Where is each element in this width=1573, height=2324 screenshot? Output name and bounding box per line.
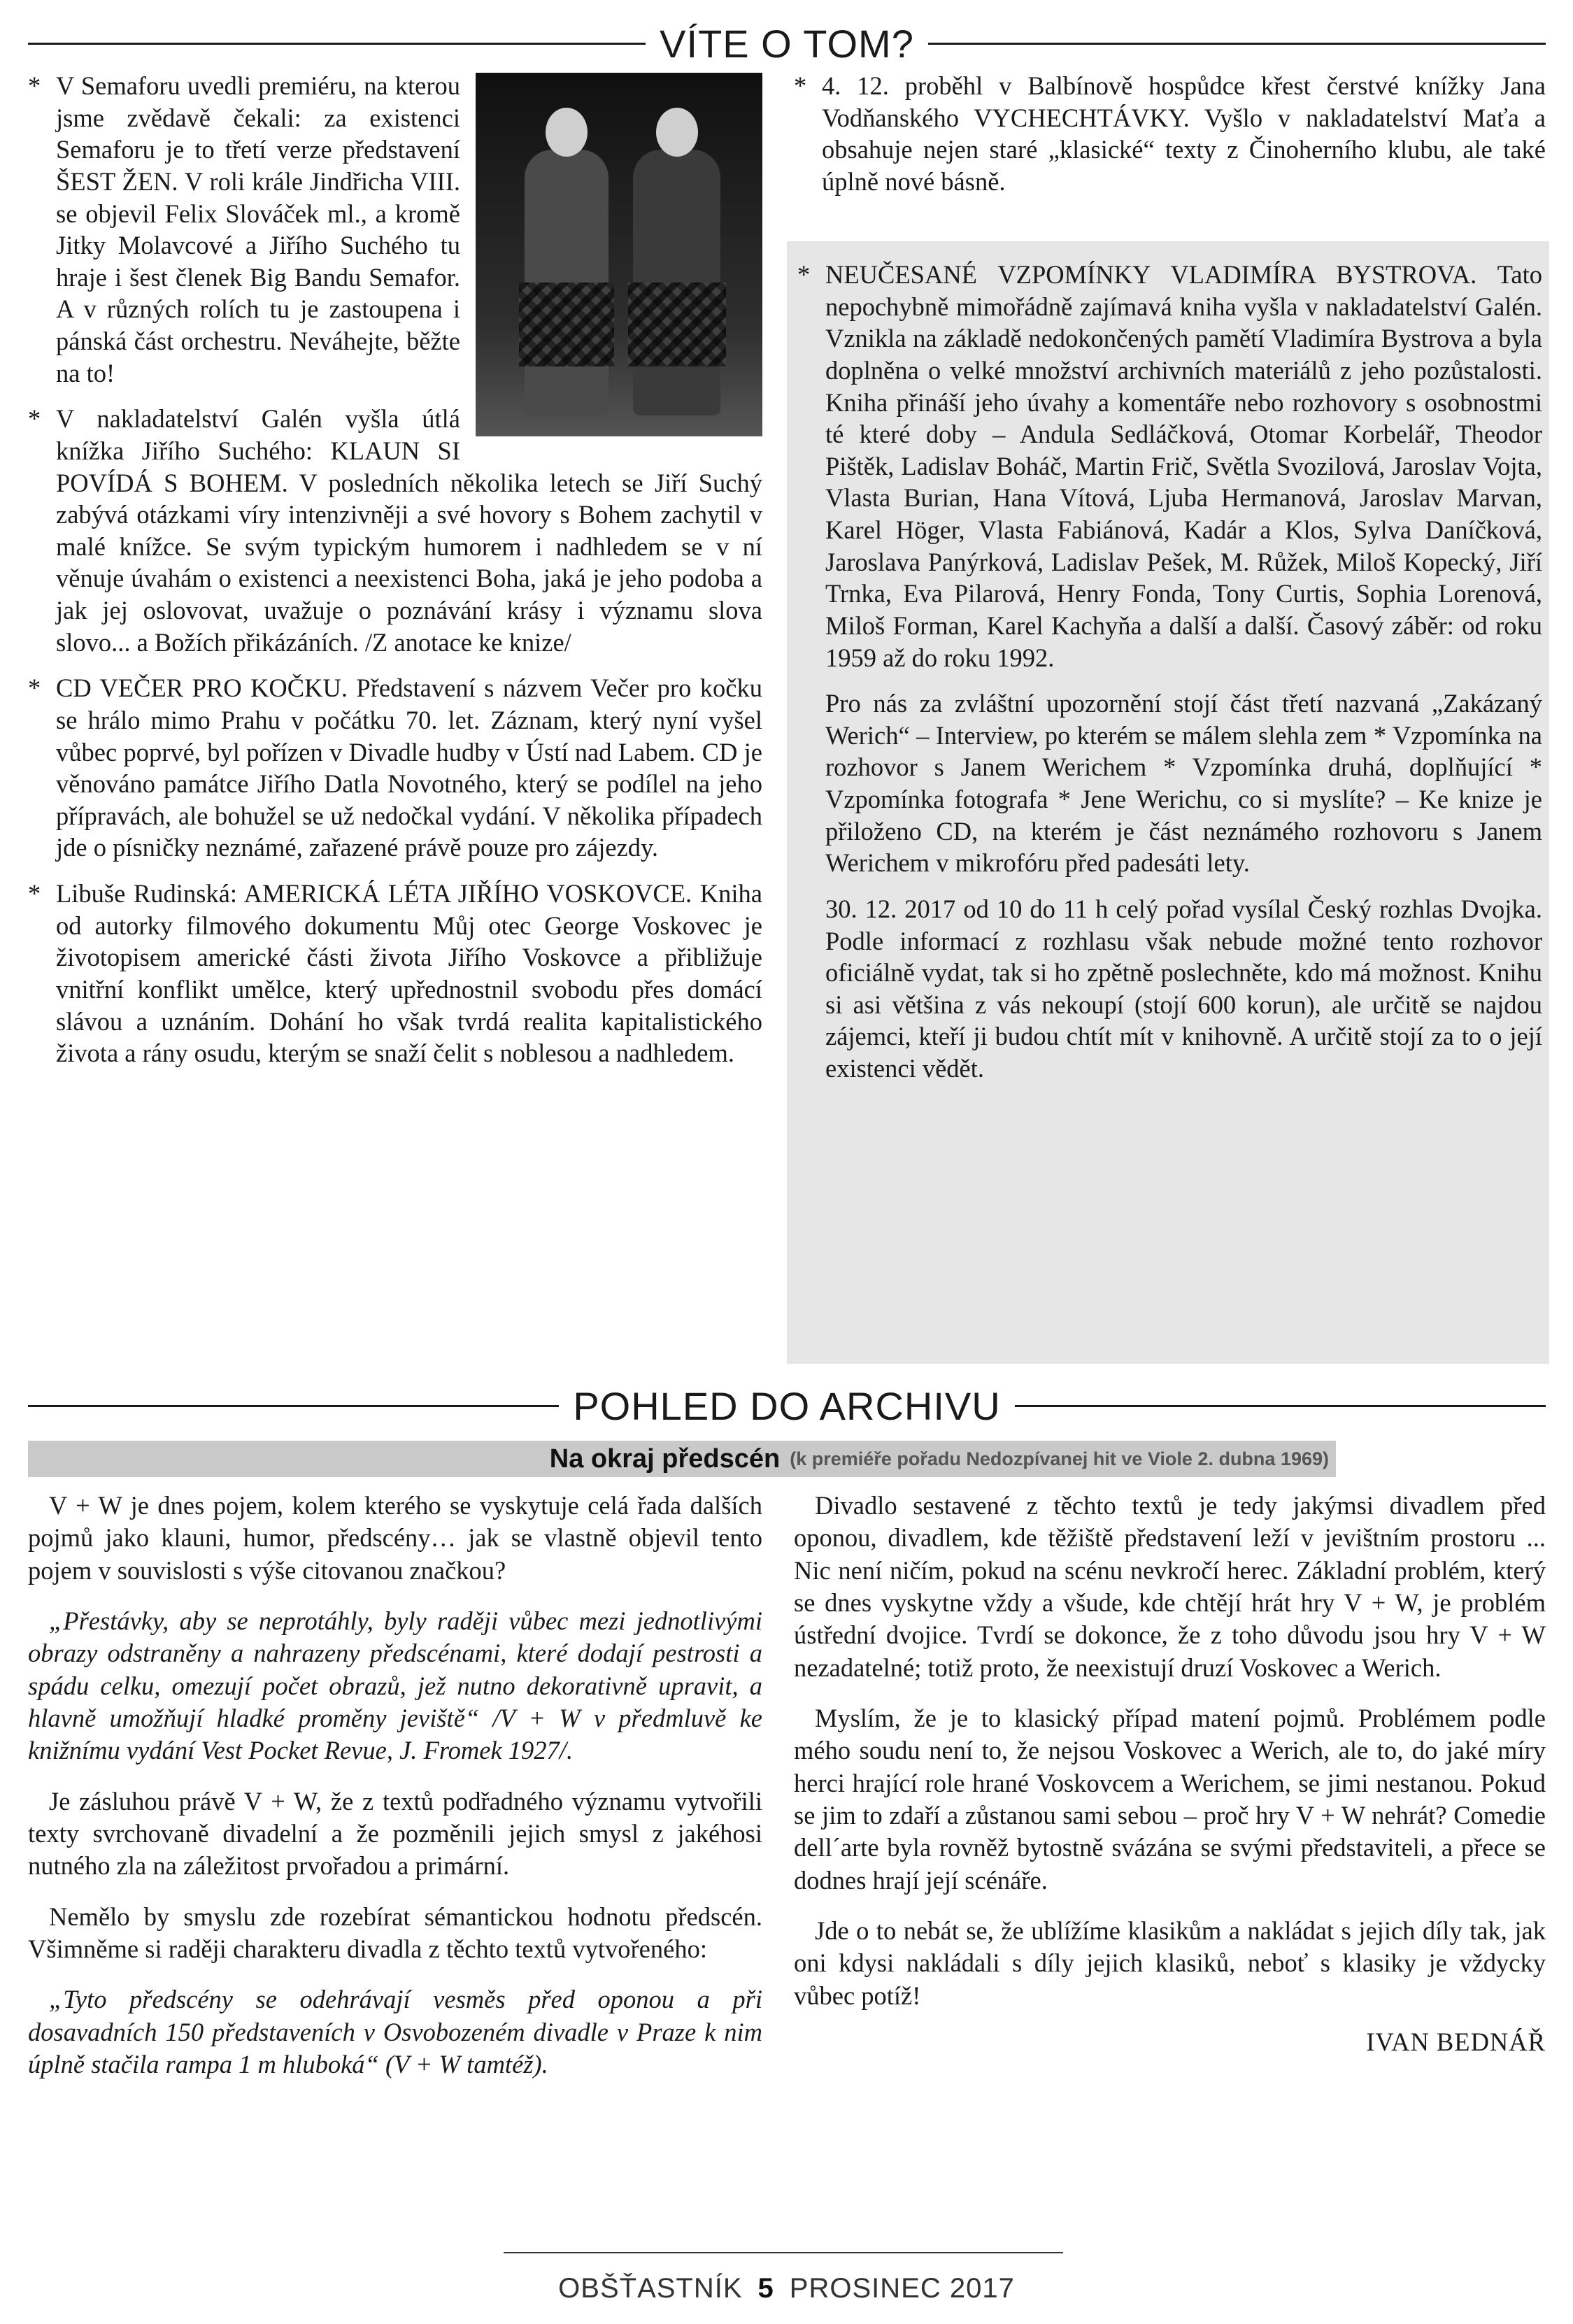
article-subtitle: (k premiéře pořadu Nedozpívanej hit ve Viole 2. dubna 1969) [790, 1448, 1329, 1469]
article-paragraph: Myslím, že je to klasický případ matení pojmů. Problémem podle mého soudu není to, že nejsou Voskovec a Werich, ale to, do jaké míry herci hrající role hrané Voskovcem a Werichem, se jimi nestanou. Pokud se jim to zdaří a zůstanou sami sebou – proč hry V + W nehrát? Comedie dell´arte byla rovněž bytostně svázána se svými představiteli, a přece se dodnes hrají její scénáře. [794, 1704, 1546, 1895]
news-item-text: V nakladatelství Galén vyšla útlá knížka Jiřího Suchého: KLAUN SI POVÍDÁ S BOHEM. V posledních několika letech se Jiří Suchý zabývá otázkami víry intenzivněji a své hovory s Bohem zachytil v malé knížce. Se svým typickým humorem i nadhledem se v ní věnuje úvahám o existenci a neexistenci Boha, jaká je jeho podoba a jak jej oslovovat, uvažuje o poznávání krásy i významu slova slovo... a Božích přikázáních. /Z anotace ke knize/ [56, 404, 762, 657]
news-item-text: NEUČESANÉ VZPOMÍNKY VLADIMÍRA BYSTROVA. Tato nepochybně mimořádně zajímavá kniha vyšla v nakladatelství Galén. Vznikla na základě nedokončených pamětí Vladimíra Bystrova a byla doplněna o velké množství archivních materiálů z jeho pozůstalosti. Kniha přináší jeho úvahy a komentáře nebo rozhovory s osobnostmi té které doby – Andula Sedláčková, Otomar Korbelář, Theodor Pištěk, Ladislav Boháč, Martin Frič, Světla Svozilová, Jaroslav Vojta, Vlasta Burian, Hana Vítová, Ljuba Hermanová, Jaroslav Marvan, Karel Höger, Vlasta Fabiánová, Kadár a Klos, Sylva Daníčková, Jaroslava Panýrková, Ladislav Pešek, M. Růžek, Miloš Kopecký, Jiří Trnka, Eva Pilarová, Henry Fonda, Tony Curtis, Sophia Lorenová, Miloš Forman, Karel Kachyňa a další a další. Časový záběr: od roku 1959 až do roku 1992. [825, 260, 1542, 672]
left-column [28, 70, 762, 1083]
news-item-text: CD VEČER PRO KOČKU. Představení s názvem Večer pro kočku se hrálo mimo Prahu v počátku 70. let. Záznam, který nyní vyšel vůbec poprvé, byl pořízen v Divadle hudby v Ústí nad Labem. CD je věnováno památce Jiřího Datla Novotného, který se podílel na jeho přípravách, ale bohužel se už nedočkal vydání. V několika případech jde o písničky neznámé, zařazené právě pouze pro zájezdy. [56, 673, 762, 862]
news-item-text: V Semaforu uvedli premiéru, na kterou jsme zvědavě čekali: za existenci Semaforu je to třetí verze představení ŠEST ŽEN. V roli krále Jindřicha VIII. se objevil Felix Slováček ml., a kromě Jitky Molavcové a Jiřího Suchého tu hraje i šest členek Big Bandu Semafor. A v různých rolích tu je zastoupena i pánská část orchestru. Neváhejte, běžte na to! [56, 71, 460, 387]
bullet-asterisk: * [28, 71, 41, 100]
page-number: 5 [757, 2273, 774, 2304]
issue-date: PROSINEC 2017 [789, 2273, 1015, 2304]
right-column-box [797, 259, 1542, 1085]
author-signature: IVAN BEDNÁŘ [1366, 2027, 1546, 2057]
section-title: POHLED DO ARCHIVU [573, 1384, 1001, 1428]
heading-rule-right [1015, 1405, 1546, 1407]
article-right-column [794, 1490, 1546, 2059]
article-left-column [28, 1490, 762, 2100]
bullet-asterisk: * [28, 879, 41, 908]
article-title: Na okraj předscén [549, 1443, 781, 1474]
footer-rule [504, 2252, 1063, 2253]
news-item-text: Libuše Rudinská: AMERICKÁ LÉTA JIŘÍHO VOSKOVCE. Kniha od autorky filmového dokumentu Můj otec George Voskovec je životopisem americké části života Jiřího Voskovce a přibližuje vnitřní konflikt umělce, který upřednostnil svobodu přes domácí slávou a uznáním. Dohání ho však tvrdá realita kapitalistického života a rány osudu, kterým se snaží čelit s noblesou a nadhledem. [56, 879, 762, 1068]
news-item [28, 672, 762, 864]
section-title: VÍTE O TOM? [660, 22, 914, 66]
news-item [28, 878, 762, 1069]
right-column-top [794, 70, 1546, 212]
article-banner [28, 1441, 1336, 1477]
news-item [28, 403, 762, 658]
news-item [794, 70, 1546, 198]
article-paragraph: Divadlo sestavené z těchto textů je tedy jakýmsi divadlem před oponou, divadlem, kde těžiště představení leží v jevištním prostoru ... Nic není ničím, pokud na scénu nevkročí herec. Základní problém, který se dnes vyskytne vždy a všude, kde chtějí hrát hry V + W, je problém ústřední dvojice. Tvrdí se dokonce, že z toho důvodu jsou hry V + W nezadatelné; totiž proto, že neexistují druzí Voskovec a Werich. [794, 1491, 1546, 1682]
magazine-name: OBŠŤASTNÍK [558, 2273, 743, 2304]
article-paragraph: Jde o to nebát se, že ublížíme klasikům a nakládat s jejich díly tak, jak oni kdysi nakládali s díly jejich klasiků, neboť s klasiky je vždycky vůbec potíž! [794, 1916, 1546, 2010]
article-paragraph: V + W je dnes pojem, kolem kterého se vyskytuje celá řada dalších pojmů jako klauni, humor, předscény… jak se vlastně objevil tento pojem v souvislosti s výše citovanou značkou? [28, 1491, 762, 1585]
article-quote: „Přestávky, aby se neprotáhly, byly raději vůbec mezi jednotlivými obrazy odstraněny a nahrazeny předscénami, které dodají pestrosti a spádu celku, omezují počet obrazů, jež nutno dekorativně upravit, a hlavně umožňují hladké proměny jeviště“ /V + W v předmluvě ke knižnímu vydání Vest Pocket Revue, J. Fromek 1927/. [28, 1606, 762, 1765]
heading-rule-left [28, 43, 646, 45]
news-item-text: 4. 12. proběhl v Balbínově hospůdce křest čerstvé knížky Jana Vodňanského VYCHECHTÁVKY. Vyšlo v nakladatelství Maťa a obsahuje nejen staré „klasické“ texty z Činoherního klubu, ale také úplně nové básně. [822, 71, 1546, 196]
article-paragraph: Nemělo by smyslu zde rozebírat sémantickou hodnotu předscén. Všimněme si raději charakteru divadla z těchto textů vytvořeného: [28, 1902, 762, 1964]
bullet-asterisk: * [794, 71, 807, 100]
box-paragraph: 30. 12. 2017 od 10 do 11 h celý pořad vysílal Český rozhlas Dvojka. Podle informací z rozhlasu však nebude možné tento rozhovor oficiálně vydat, tak si ho zpětně poslechněte, kdo má možnost. Knihu si asi většina z vás nekoupí (stojí 600 korun), ale určitě se najdou zájemci, kteří ji budou chtít mít v knihovně. A určitě stojí za to o její existenci vědět. [825, 894, 1542, 1083]
page-footer [0, 2273, 1573, 2304]
news-item [28, 70, 762, 389]
heading-rule-right [928, 43, 1546, 45]
bullet-asterisk: * [797, 260, 811, 289]
article-paragraph: Je zásluhou právě V + W, že z textů podřadného významu vytvořili texty svrchovaně divadelní a že pozměnili jejich smysl z jakéhosi nutného zla na záležitost prvořadou a primární. [28, 1786, 762, 1881]
news-item [797, 259, 1542, 673]
section-heading-vite-o-tom [28, 21, 1546, 66]
section-heading-pohled-do-archivu [28, 1383, 1546, 1429]
box-paragraph: Pro nás za zvláštní upozornění stojí část třetí nazvaná „Zakázaný Werich“ – Interview, po kterém se málem slehla zem * Vzpomínka na rozhovor s Janem Werichem * Vzpomínka druhá, doplňující * Vzpomínka fotografa * Jene Werichu, co si myslíte? – Ke knize je přiloženo CD, na kterém je část neznámého rozhovoru s Janem Werichem v mikrofóru před padesáti lety. [825, 689, 1542, 878]
performers-photo [476, 73, 762, 436]
bullet-asterisk: * [28, 673, 41, 703]
bullet-asterisk: * [28, 404, 41, 434]
article-quote: „Tyto předscény se odehrávají vesměs před oponou a při dosavadních 150 představeních v Osvobozeném divadle v Praze k nim úplně stačila rampa 1 m hluboká“ (V + W tamtéž). [28, 1985, 762, 2079]
heading-rule-left [28, 1405, 559, 1407]
